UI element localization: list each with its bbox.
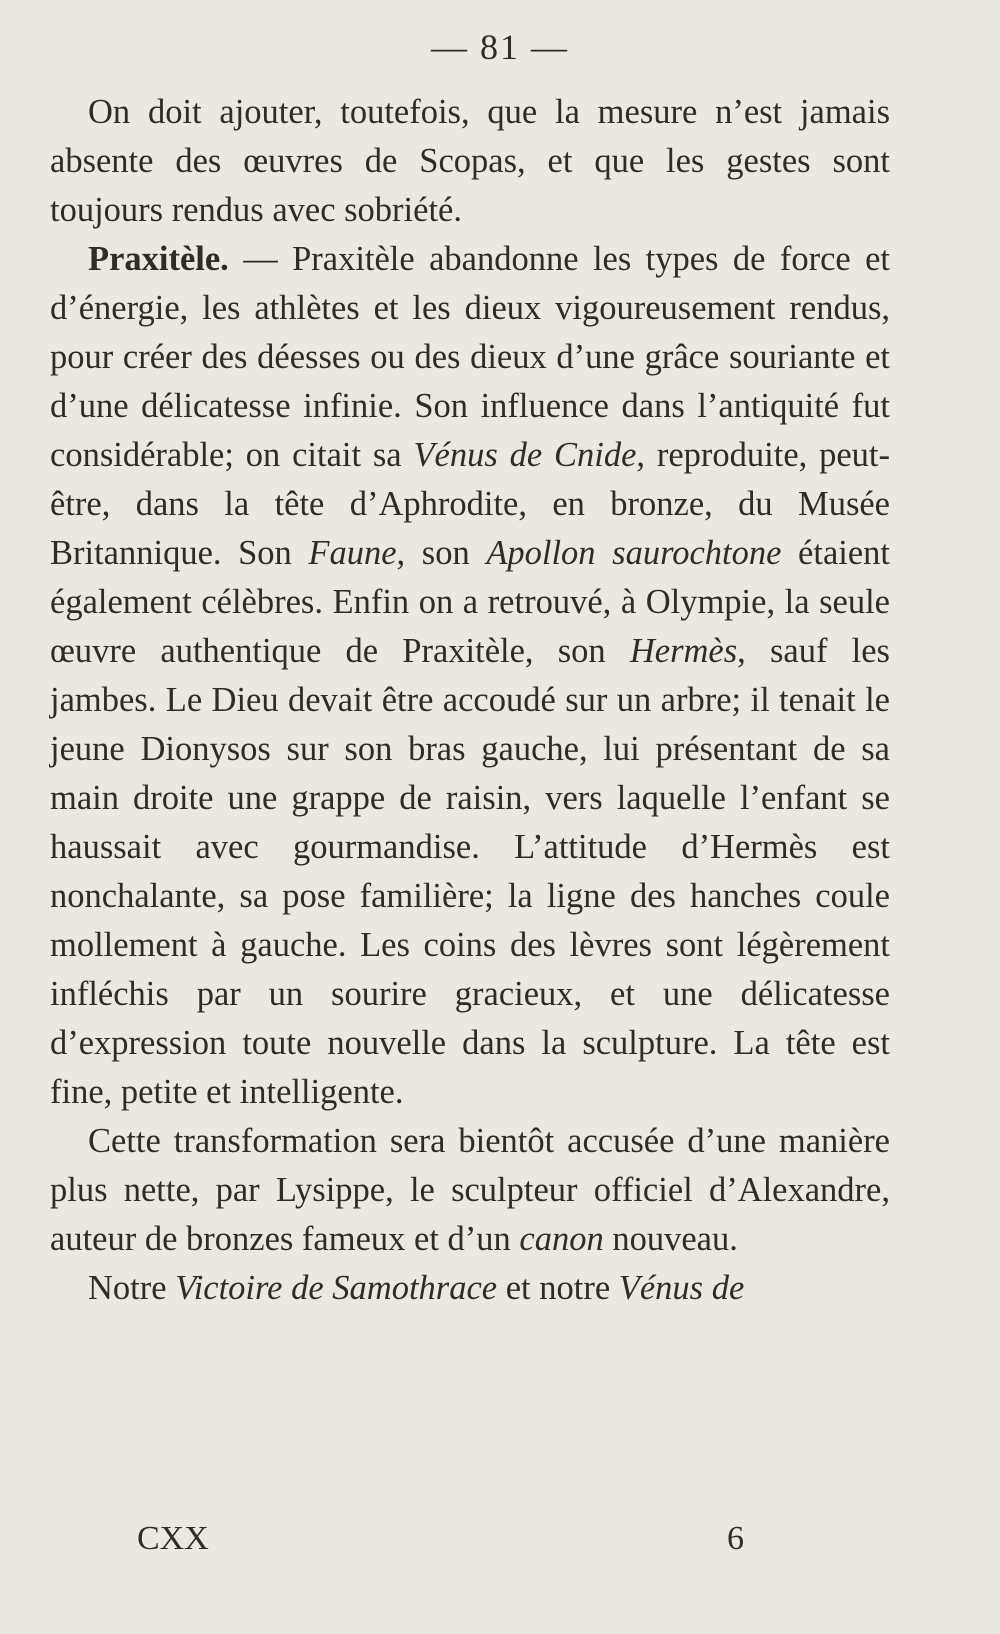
italic-title-hermes: Hermès xyxy=(629,632,738,670)
italic-title-venus-de-cnide: Vénus de Cnide xyxy=(413,436,637,474)
signature-mark: CXX xyxy=(137,1520,209,1557)
text-segment: Notre xyxy=(88,1269,176,1307)
text-segment: et notre xyxy=(497,1269,619,1307)
text-segment: étaient également célèbres. Enfin on a retrouvé, à Olympie, la seule œuvre authentique de Praxitèle, son xyxy=(50,534,890,670)
paragraph-victoire xyxy=(50,1264,890,1313)
italic-title-victoire-de-samothrace: Victoire de Samothrace xyxy=(175,1269,498,1307)
text-segment: , sauf les jambes. Le Dieu devait être accoudé sur un arbre; il tenait le jeune Dionysos sur son bras gauche, lui présentant de sa main droite une grappe de raisin, vers laquelle l’enfant se haussait avec gourmandise. L’attitude d’Hermès est nonchalante, sa pose familière; la ligne des hanches coule mollement à gauche. Les coins des lèvres sont légèrement infléchis par un sourire gracieux, et une délicatesse d’expression toute nouvelle dans la sculpture. La tête est fine, petite et intelligente. xyxy=(50,632,890,1111)
paragraph-scopas: On doit ajouter, toutefois, que la mesure n’est jamais absente des œuvres de Scopas, et que les gestes sont toujours rendus avec sobriété. xyxy=(50,93,890,229)
body-text xyxy=(50,88,890,1313)
italic-term-canon: canon xyxy=(519,1220,604,1258)
section-title-praxitele: Praxitèle. xyxy=(88,240,229,278)
paragraph-lysippe xyxy=(50,1117,890,1264)
paragraph-praxitele xyxy=(50,235,890,1117)
text-segment: Cette transformation sera bientôt accusée d’une manière plus nette, par Lysippe, le sculpteur officiel d’Alexandre, auteur de bronzes fameux et d’un xyxy=(50,1122,890,1258)
italic-title-venus-de: Vénus de xyxy=(618,1269,745,1307)
page-number: — 81 — xyxy=(431,27,569,67)
text-segment: — Praxitèle abandonne les types de force et d’énergie, les athlètes et les dieux vigoureusement rendus, pour créer des déesses ou des dieux d’une grâce souriante et d’une délicatesse infinie. Son influence dans l’antiquité fut considérable; on citait sa xyxy=(50,240,890,474)
sheet-number: 6 xyxy=(727,1520,744,1557)
text-segment: , reproduite, peut-être, dans la tête d’Aphrodite, en bronze, du Musée Britannique. Son xyxy=(50,436,890,572)
text-segment: , son xyxy=(396,534,487,572)
italic-title-faune: Faune xyxy=(308,534,397,572)
page-footer xyxy=(0,1520,1000,1570)
text-segment: nouveau. xyxy=(603,1220,738,1258)
italic-title-apollon-saurochtone: Apollon saurochtone xyxy=(486,534,782,572)
